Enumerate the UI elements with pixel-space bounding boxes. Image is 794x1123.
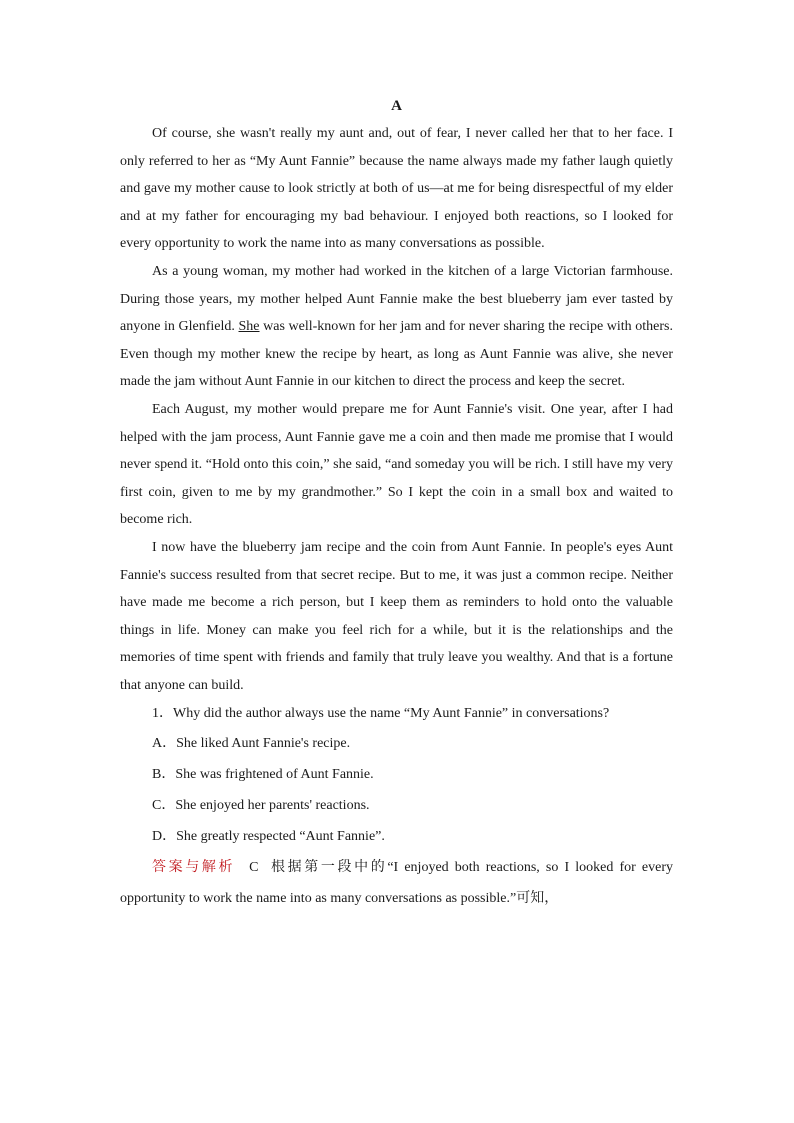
option-b: B．She was frightened of Aunt Fannie. bbox=[152, 767, 374, 783]
passage-paragraph-4: I now have the blueberry jam recipe and the coin from Aunt Fannie. In people's eyes Aunt Fannie's success resulted from that secret recipe. But to me, it was just a common recipe. Neither have made me become a rich person, but I keep them as reminders to hold onto the valuable things in life. Money can make you feel rich for a while, but it is the relationships and the memories of time spent with friends and family that truly leave you wealthy. And that is a fortune that anyone can build. bbox=[120, 539, 673, 693]
explanation-tail: 可知， bbox=[516, 890, 559, 907]
paragraph-2-text-after: was well-known for her jam and for never sharing the recipe with others. Even though my mother knew the recipe by heart, as long as Aunt Fannie was alive, she never made the jam without Aunt Fannie in our kitchen to direct the process and keep the secret. bbox=[120, 319, 673, 390]
passage-paragraph-3: Each August, my mother would prepare me for Aunt Fannie's visit. One year, after I had helped with the jam process, Aunt Fannie gave me a coin and then made me promise that I would never spend it. “Hold onto this coin,” she said, “and someday you will be rich. I still have my very first coin, given to me by my grandmother.” So I kept the coin in a small box and waited to become rich. bbox=[120, 401, 673, 528]
answer-options bbox=[120, 728, 673, 852]
section-title: A bbox=[391, 98, 402, 114]
document-page bbox=[120, 92, 673, 914]
option-a: A．She liked Aunt Fannie's recipe. bbox=[152, 736, 351, 752]
underlined-word-she: She bbox=[238, 319, 260, 335]
passage-paragraph-1: Of course, she wasn't really my aunt and, out of fear, I never called her that to her face. I only referred to her as “My Aunt Fannie” because the name always made my father laugh quietly and gave my mother cause to look strictly at both of us—at me for being disrespectful of my elder and at my father for encouraging my bad behaviour. I enjoyed both reactions, so I looked for every opportunity to work the name into as many conversations as possible. bbox=[120, 126, 673, 252]
explanation-quote: “I enjoyed both reactions, so I looked for every opportunity to work the name into as many conversations as possible.” bbox=[120, 860, 674, 907]
answer-key: C bbox=[249, 860, 259, 876]
option-d: D．She greatly respected “Aunt Fannie”. bbox=[152, 829, 385, 845]
answer-explanation bbox=[120, 852, 673, 914]
option-c: C．She enjoyed her parents' reactions. bbox=[152, 798, 370, 814]
passage-paragraph-2 bbox=[120, 258, 673, 396]
answer-label: 答案与解析 bbox=[152, 859, 236, 876]
paragraph-2-text-before: As a young woman, my mother had worked in the kitchen of a large Victorian farmhouse. During those years, my mother helped Aunt Fannie make the best blueberry jam ever tasted by anyone in Glenfield. bbox=[120, 263, 673, 335]
explanation-lead: 根据第一段中的 bbox=[268, 859, 388, 876]
question-1: 1．Why did the author always use the name “My Aunt Fannie” in conversations? bbox=[152, 706, 610, 722]
